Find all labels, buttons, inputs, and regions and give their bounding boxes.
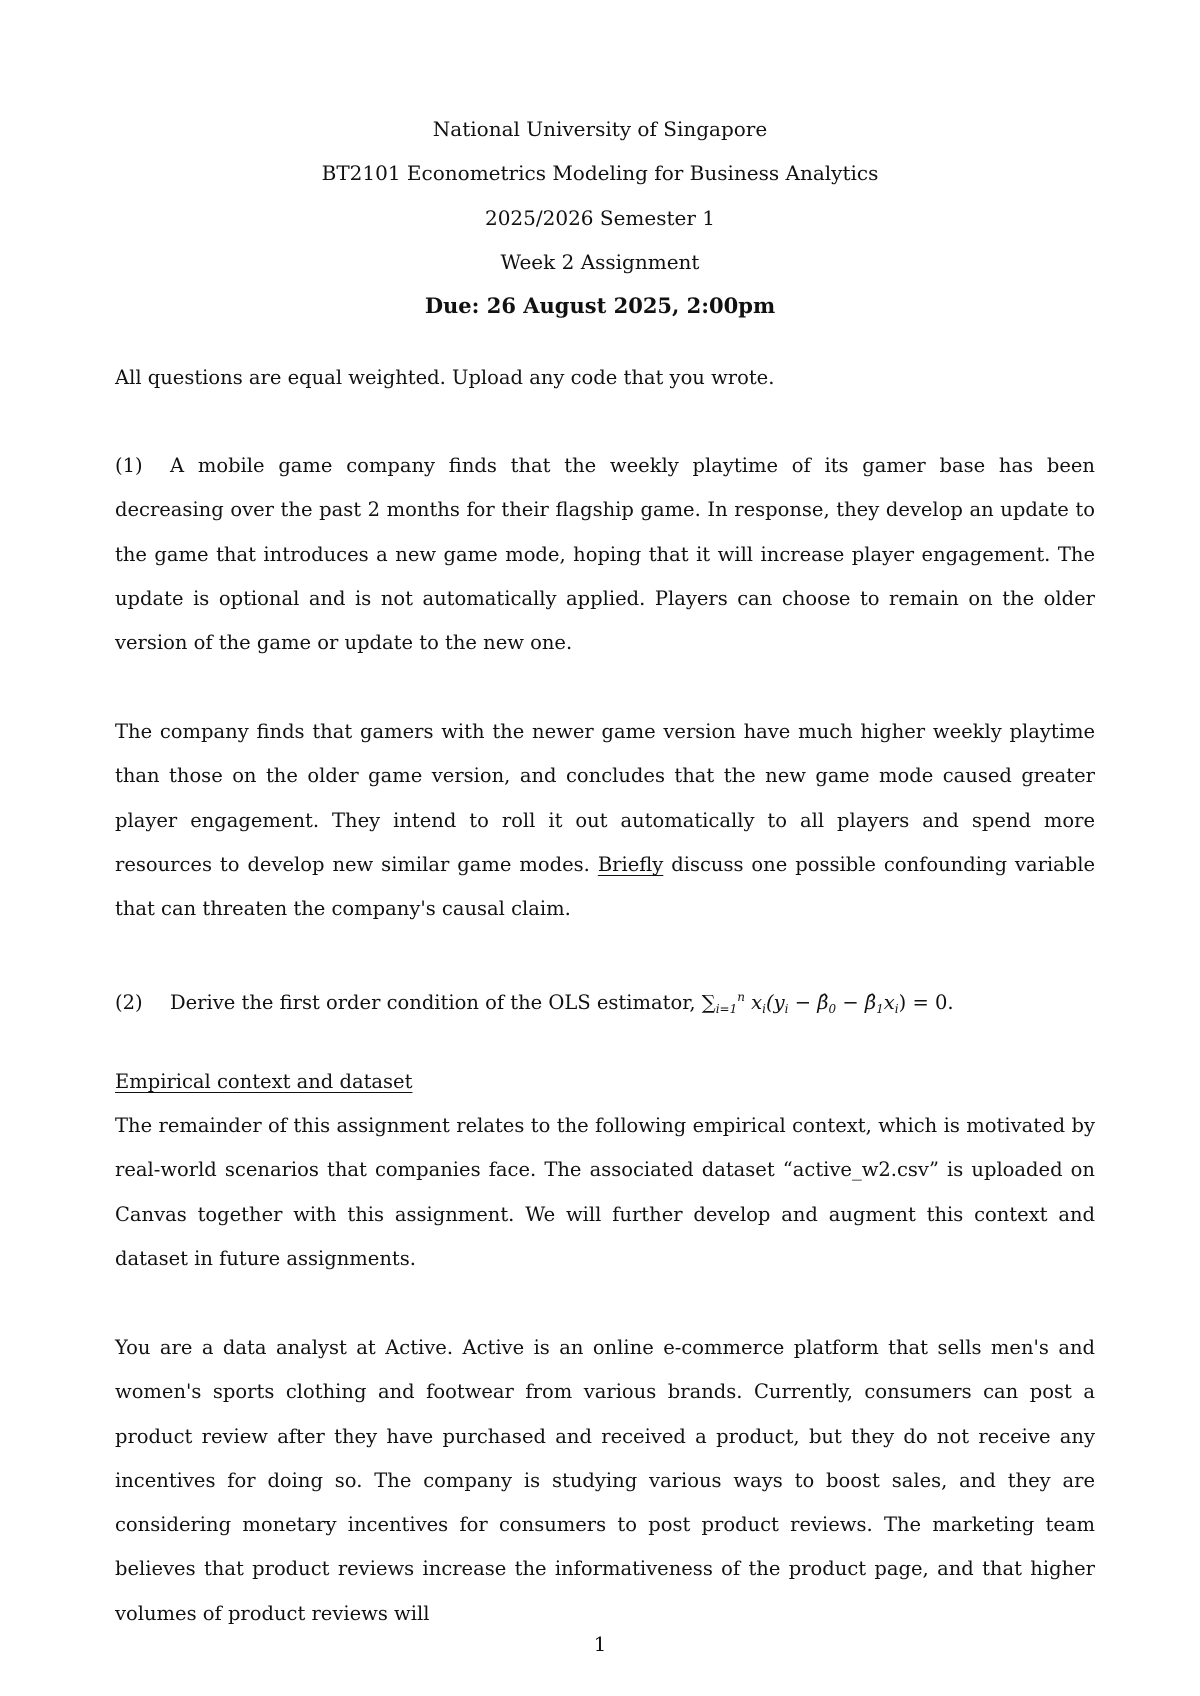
formula-beta0: − β̂ [794, 991, 829, 1014]
formula-beta1-index: 1 [876, 1002, 884, 1016]
question-2 [115, 975, 1095, 1031]
page-number: 1 [593, 1632, 607, 1656]
question-2-text: Derive the first order condition of the OLS estimator, [170, 991, 696, 1014]
formula-x2: x [883, 991, 895, 1014]
ols-formula [702, 991, 954, 1014]
formula-y: (y [766, 991, 785, 1014]
empirical-para-2: You are a data analyst at Active. Active is an online e-commerce platform that sells men's and women's sports clothing and footwear from various brands. Currently, consumers can post a product review after they have purchased and received a product, but they do not receive any incentives for doing so. The company is studying various ways to boost sales, and they are considering monetary incentives for consumers to post product reviews. The marketing team believes that product reviews increase the informativeness of the product page, and that higher volumes of product reviews will [115, 1336, 1095, 1625]
question-1-paragraph-2 [115, 710, 1095, 931]
question-1-label: (1) [115, 454, 143, 477]
formula-x2-index: i [894, 1002, 899, 1016]
due-date: Due: 26 August 2025, 2:00pm [424, 293, 776, 318]
empirical-heading: Empirical context and dataset [115, 1070, 413, 1093]
question-2-label: (2) [115, 991, 143, 1014]
formula-y-index: i [784, 1002, 789, 1016]
course-title: BT2101 Econometrics Modeling for Business Analytics [321, 161, 879, 185]
assignment-title: Week 2 Assignment [500, 250, 700, 274]
question-1-para2-after: discuss one possible confounding variable that can threaten the company's causal claim. [115, 852, 1096, 921]
formula-sum-lower: i=1 [715, 1002, 738, 1016]
university-name: National University of Singapore [432, 117, 768, 141]
question-1-para2-before: The company finds that gamers with the newer game version have much higher weekly playtime than those on the older game version, and concludes that the new game mode caused greater player engagement. They intend to roll it out automatically to all players and spend more resources to develop new similar game modes. [115, 720, 1095, 876]
question-1-emphasis: Briefly [597, 852, 664, 876]
semester: 2025/2026 Semester 1 [484, 206, 715, 230]
formula-sum-upper: n [737, 990, 745, 1004]
formula-x: x [751, 991, 763, 1014]
formula-close: ) = 0. [898, 991, 954, 1014]
formula-sum: ∑ [701, 991, 716, 1014]
empirical-para-1: The remainder of this assignment relates to the following empirical context, which is motivated by real-world scenarios that companies face. The associated dataset “active_w2.csv” is uploaded on Canvas together with this assignment. We will further develop and augment this context and dataset in future assignments. [115, 1114, 1095, 1270]
empirical-section [115, 1060, 1095, 1104]
formula-beta0-index: 0 [828, 1002, 837, 1016]
question-1-text: A mobile game company finds that the weekly playtime of its gamer base has been decreasing over the past 2 months for their flagship game. In response, they develop an update to the game that introduces a new game mode, hoping that it will increase player engagement. The update is optional and is not automatically applied. Players can choose to remain on the older version of the game or update to the new one. [115, 454, 1095, 655]
formula-x-index: i [762, 1002, 767, 1016]
question-1 [115, 444, 1095, 665]
formula-beta1: − β̂ [842, 991, 877, 1014]
intro-text: All questions are equal weighted. Upload any code that you wrote. [115, 366, 775, 389]
